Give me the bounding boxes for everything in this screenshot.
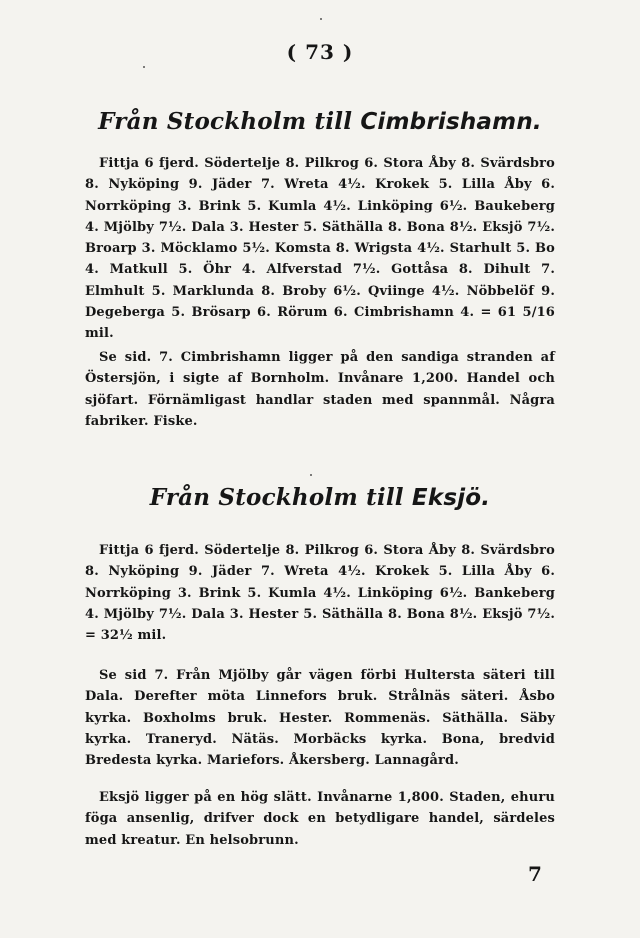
title-destination: Eksjö. <box>411 485 491 511</box>
description-paragraph-cimbrishamn <box>85 347 555 432</box>
description-paragraph-eksjo-town <box>85 787 555 851</box>
title-destination: Cimbrishamn. <box>360 109 542 135</box>
section-title-cimbrishamn <box>0 108 640 135</box>
description-text: Se sid 7. Från Mjölby går vägen förbi Hultersta säteri till Dala. Derefter möta Linnefors bruk. Strålnäs säteri. Åsbo kyrka. Boxholms bruk. Hester. Rommenäs. Säthälla. Säby kyrka. Traneryd. Nätäs. Morbäcks kyrka. Bona, bredvid Bredesta kyrka. Mariefors. Åkersberg. Lannagård. <box>85 668 555 769</box>
route-paragraph-eksjo <box>85 540 555 646</box>
title-prefix: Från Stockholm till <box>149 484 412 511</box>
route-text: Fittja 6 fjerd. Södertelje 8. Pilkrog 6. Stora Åby 8. Svärdsbro 8. Nyköping 9. Jäder 7. Wreta 4½. Krokek 5. Lilla Åby 6. Norrköping 3. Brink 5. Kumla 4½. Linköping 6½. Bankeberg 4. Mjölby 7½. Dala 3. Hester 5. Säthälla 8. Bona 8½. Eksjö 7½. = 32½ mil. <box>85 543 555 644</box>
print-speck <box>143 66 145 68</box>
signature-mark: 7 <box>528 862 542 886</box>
print-speck <box>320 18 322 20</box>
description-text: Eksjö ligger på en hög slätt. Invånarne 1,800. Staden, ehuru föga ansenlig, drifver dock en betydligare handel, särdeles med kreatur. En helsobrunn. <box>85 790 555 848</box>
title-prefix: Från Stockholm till <box>98 108 361 135</box>
route-text: Fittja 6 fjerd. Södertelje 8. Pilkrog 6. Stora Åby 8. Svärdsbro 8. Nyköping 9. Jäder 7. Wreta 4½. Krokek 5. Lilla Åby 6. Norrköping 3. Brink 5. Kumla 4½. Linköping 6½. Baukeberg 4. Mjölby 7½. Dala 3. Hester 5. Säthälla 8. Bona 8½. Eksjö 7½. Broarp 3. Möcklamo 5½. Komsta 8. Wrigsta 4½. Starhult 5. Bo 4. Matkull 5. Öhr 4. Alfverstad 7½. Gottåsa 8. Dihult 7. Elmhult 5. Marklunda 8. Broby 6½. Qviinge 4½. Nöbbelöf 9. Degeberga 5. Brösarp 6. Rörum 6. Cimbrishamn 4. = 61 5/16 mil. <box>85 156 555 342</box>
section-title-eksjo <box>0 484 640 511</box>
print-speck <box>310 474 312 476</box>
description-text: Se sid. 7. Cimbrishamn ligger på den sandiga stranden af Östersjön, i sigte af Bornholm. Invånare 1,200. Handel och sjöfart. Förnämligast handlar staden med spannmål. Några fabriker. Fiske. <box>85 350 555 429</box>
description-paragraph-eksjo-route <box>85 665 555 771</box>
route-paragraph-cimbrishamn <box>85 153 555 345</box>
page-number: ( 73 ) <box>286 40 354 64</box>
